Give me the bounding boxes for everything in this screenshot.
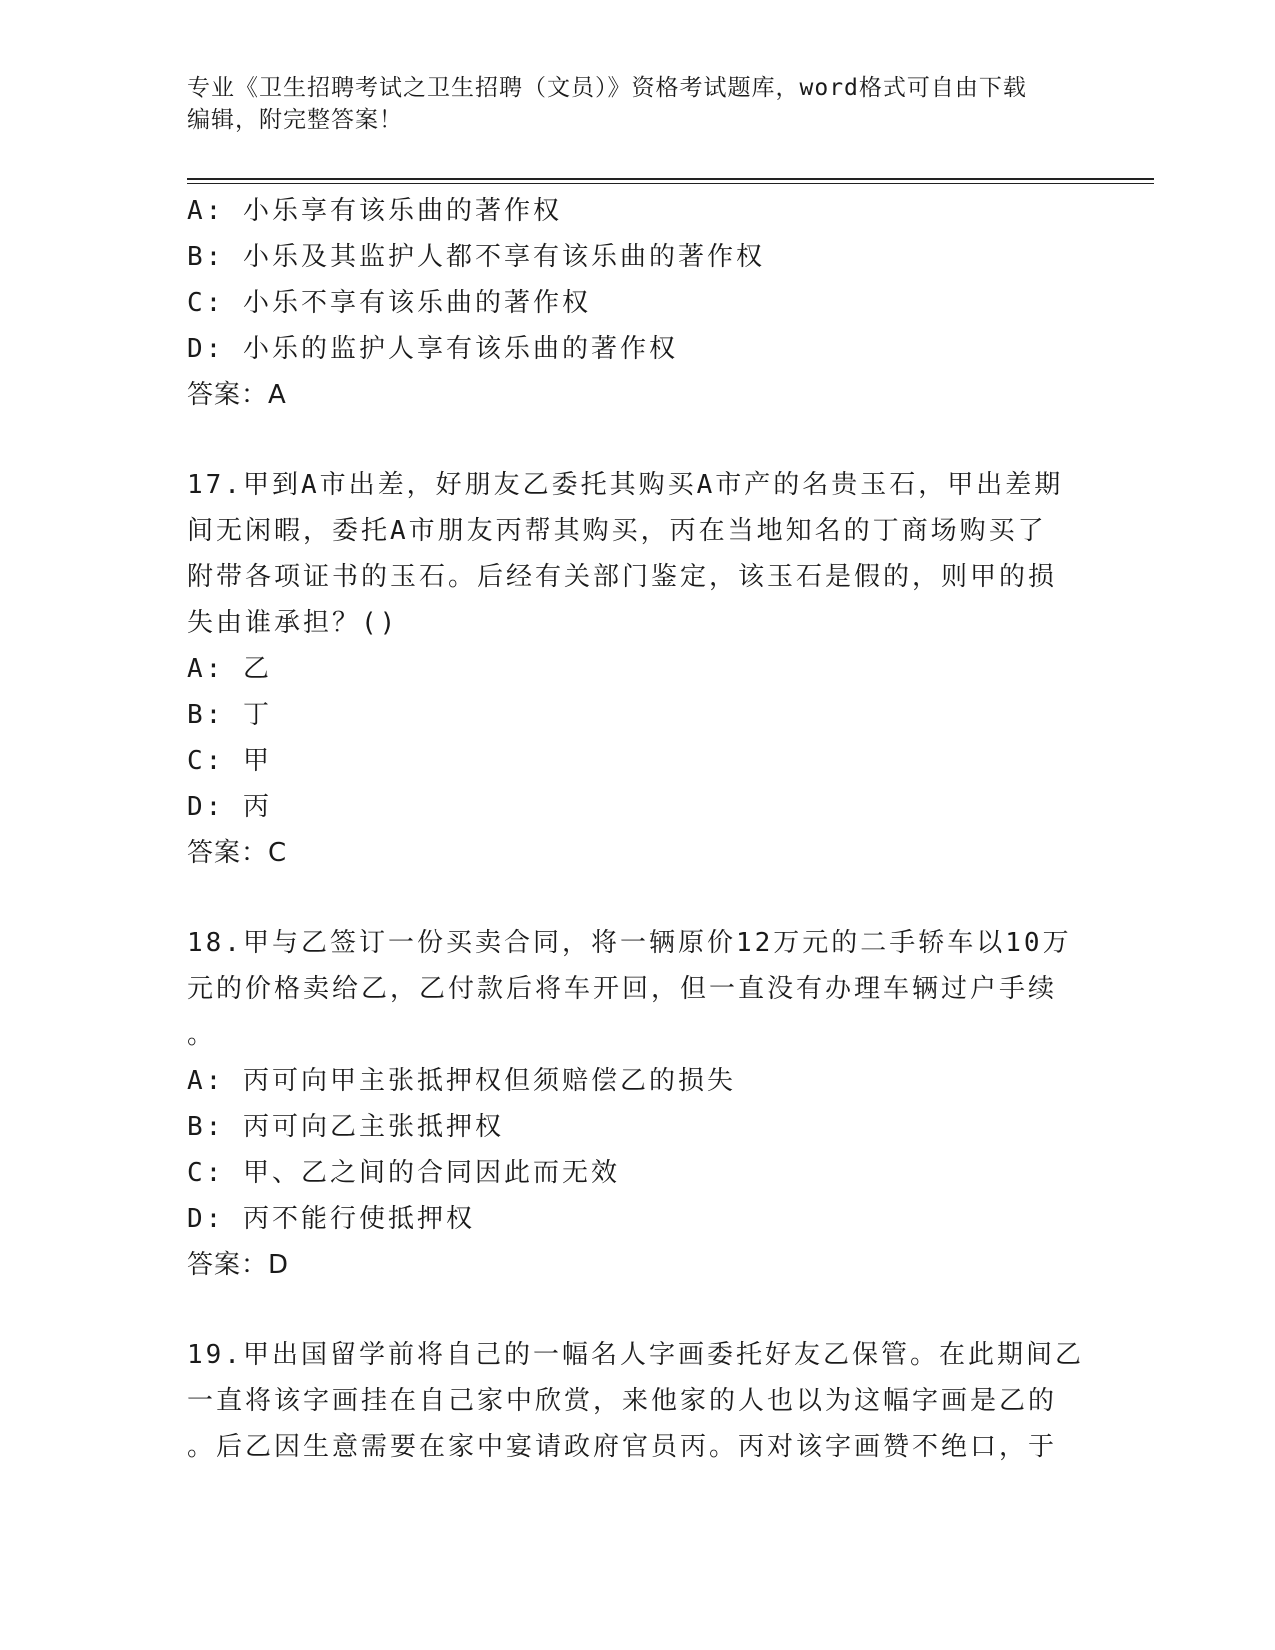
question-stem-line: 附带各项证书的玉石。后经有关部门鉴定，该玉石是假的，则甲的损	[187, 562, 1058, 592]
question-16	[187, 188, 1087, 418]
option-c: C: 甲	[187, 746, 272, 776]
option-d: D: 丙	[187, 792, 272, 822]
option-d: D: 丙不能行使抵押权	[187, 1204, 475, 1234]
document-header	[187, 72, 1087, 136]
question-18	[187, 920, 1087, 1288]
option-c: C: 甲、乙之间的合同因此而无效	[187, 1158, 620, 1188]
question-stem-line: 。	[187, 1020, 217, 1050]
option-a: A: 丙可向甲主张抵押权但须赔偿乙的损失	[187, 1066, 736, 1096]
option-b: B: 丁	[187, 700, 272, 730]
question-17	[187, 462, 1087, 876]
header-line-1: 专业《卫生招聘考试之卫生招聘（文员）》资格考试题库，word格式可自由下载	[187, 75, 1027, 101]
question-stem-line: 一直将该字画挂在自己家中欣赏，来他家的人也以为这幅字画是乙的	[187, 1386, 1058, 1416]
header-rule-thin	[187, 183, 1154, 184]
option-a: A: 小乐享有该乐曲的著作权	[187, 196, 562, 226]
answer: 答案：C	[187, 838, 288, 868]
answer: 答案：A	[187, 380, 287, 410]
question-stem-line: 间无闲暇，委托A市朋友丙帮其购买，丙在当地知名的丁商场购买了	[187, 516, 1047, 546]
option-d: D: 小乐的监护人享有该乐曲的著作权	[187, 334, 678, 364]
option-a: A: 乙	[187, 654, 272, 684]
question-stem-line: 19.甲出国留学前将自己的一幅名人字画委托好友乙保管。在此期间乙	[187, 1340, 1084, 1370]
question-19	[187, 1332, 1087, 1470]
header-rule-thick	[187, 178, 1154, 180]
option-b: B: 丙可向乙主张抵押权	[187, 1112, 504, 1142]
question-stem-line: 。后乙因生意需要在家中宴请政府官员丙。丙对该字画赞不绝口，于	[187, 1432, 1058, 1462]
question-stem-line: 17.甲到A市出差，好朋友乙委托其购买A市产的名贵玉石，甲出差期	[187, 470, 1064, 500]
header-line-2: 编辑，附完整答案！	[187, 107, 403, 133]
question-stem-line: 失由谁承担？()	[187, 608, 399, 638]
question-content	[187, 188, 1087, 1470]
option-c: C: 小乐不享有该乐曲的著作权	[187, 288, 591, 318]
option-b: B: 小乐及其监护人都不享有该乐曲的著作权	[187, 242, 765, 272]
question-stem-line: 元的价格卖给乙，乙付款后将车开回，但一直没有办理车辆过户手续	[187, 974, 1058, 1004]
question-stem-line: 18.甲与乙签订一份买卖合同，将一辆原价12万元的二手轿车以10万	[187, 928, 1072, 958]
answer: 答案：D	[187, 1250, 290, 1280]
